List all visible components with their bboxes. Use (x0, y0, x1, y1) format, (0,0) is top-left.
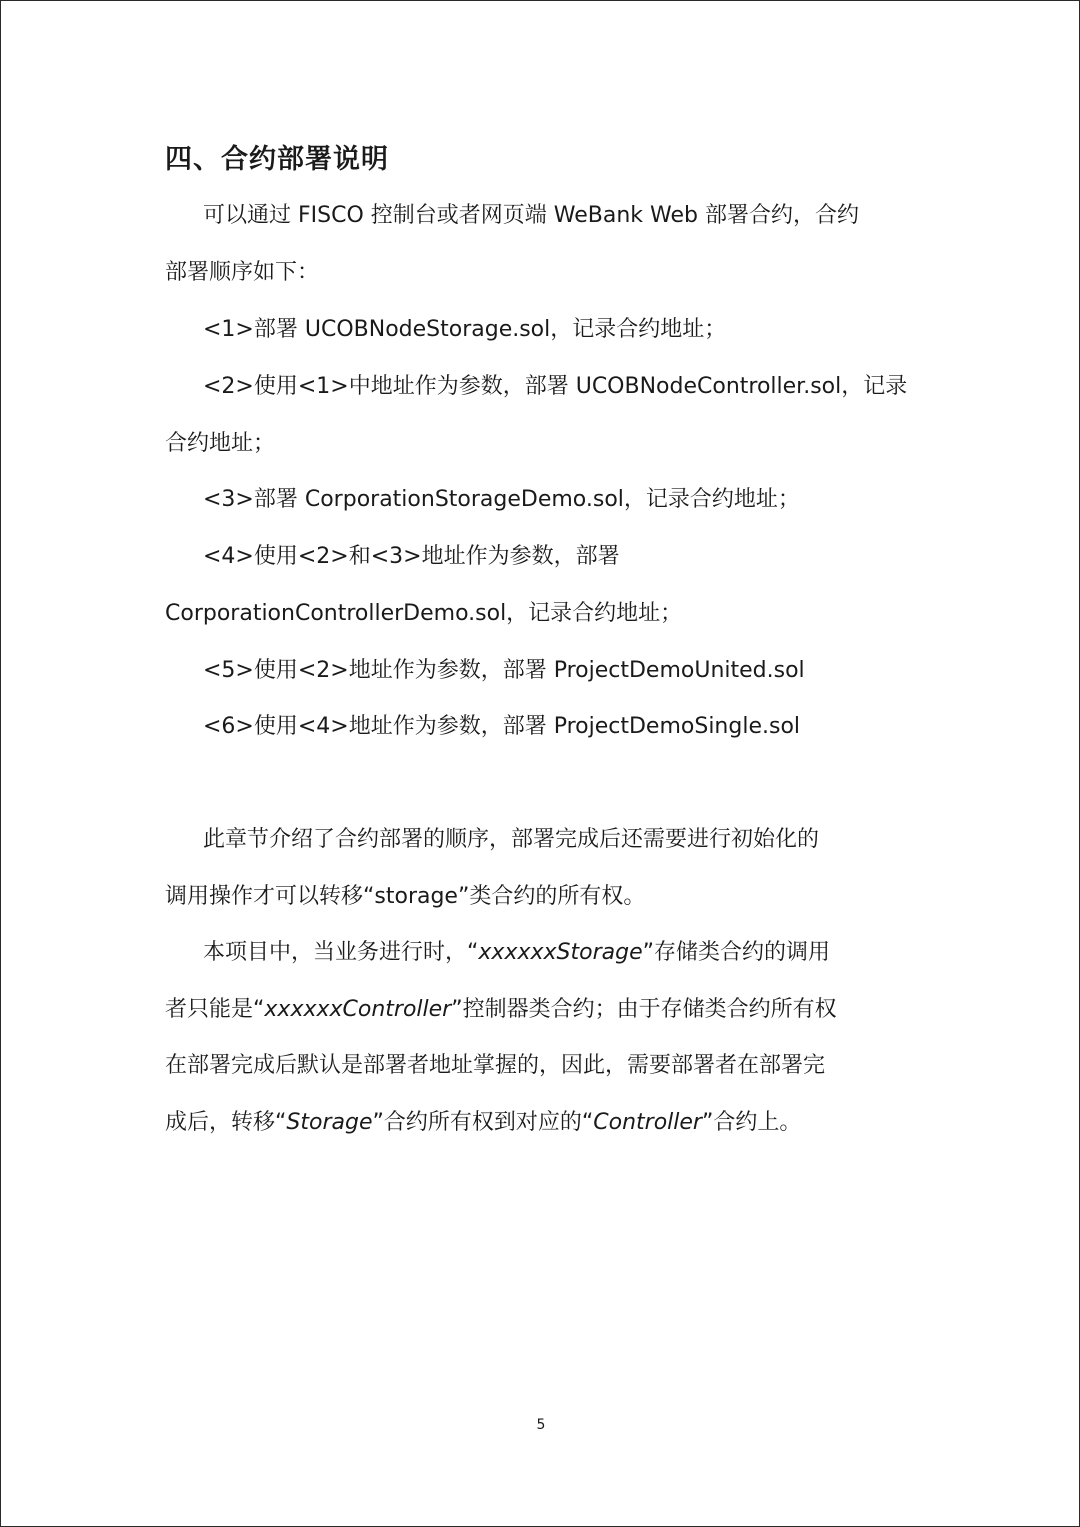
section-heading: 四、合约部署说明 (165, 144, 389, 175)
step-4-line-2: CorporationControllerDemo.sol，记录合约地址； (165, 601, 683, 626)
step-1: <1>部署 UCOBNodeStorage.sol，记录合约地址； (203, 317, 727, 342)
para3-line-2-b: ”控制器类合约；由于存储类合约所有权 (451, 997, 837, 1022)
intro-line-1: 可以通过 FISCO 控制台或者网页端 WeBank Web 部署合约，合约 (203, 203, 859, 228)
intro-line-2: 部署顺序如下： (165, 260, 320, 285)
para2-line-2: 调用操作才可以转移“storage”类合约的所有权。 (165, 884, 646, 909)
step-2-line-2: 合约地址； (165, 431, 276, 456)
para3-line-4-b: ”合约所有权到对应的“ (372, 1110, 594, 1135)
para3-line-4-em2: Controller (593, 1110, 702, 1135)
para3-line-2-a: 者只能是“ (165, 997, 265, 1022)
step-5: <5>使用<2>地址作为参数，部署 ProjectDemoUnited.sol (203, 658, 805, 683)
step-4-line-1: <4>使用<2>和<3>地址作为参数，部署 (203, 544, 620, 569)
step-2-line-1: <2>使用<1>中地址作为参数，部署 UCOBNodeController.sol，记录 (203, 374, 908, 399)
para3-line-1-a: 本项目中，当业务进行时，“ (203, 940, 479, 965)
para3-line-4 (165, 1108, 801, 1138)
para3-line-4-a: 成后，转移“ (165, 1110, 287, 1135)
para3-line-4-c: ”合约上。 (701, 1110, 802, 1135)
page-number: 5 (536, 1417, 546, 1433)
para3-line-4-em1: Storage (286, 1110, 373, 1135)
para3-line-2 (165, 995, 837, 1025)
para3-line-2-em: xxxxxxController (264, 997, 452, 1022)
step-3: <3>部署 CorporationStorageDemo.sol，记录合约地址； (203, 487, 800, 512)
step-6: <6>使用<4>地址作为参数，部署 ProjectDemoSingle.sol (203, 714, 801, 739)
para3-line-1-em: xxxxxxStorage (478, 940, 643, 965)
para3-line-1-b: ”存储类合约的调用 (642, 940, 831, 965)
para2-line-1: 此章节介绍了合约部署的顺序，部署完成后还需要进行初始化的 (203, 827, 820, 852)
para3-line-1 (203, 938, 830, 968)
para3-line-3: 在部署完成后默认是部署者地址掌握的，因此，需要部署者在部署完 (165, 1053, 826, 1078)
